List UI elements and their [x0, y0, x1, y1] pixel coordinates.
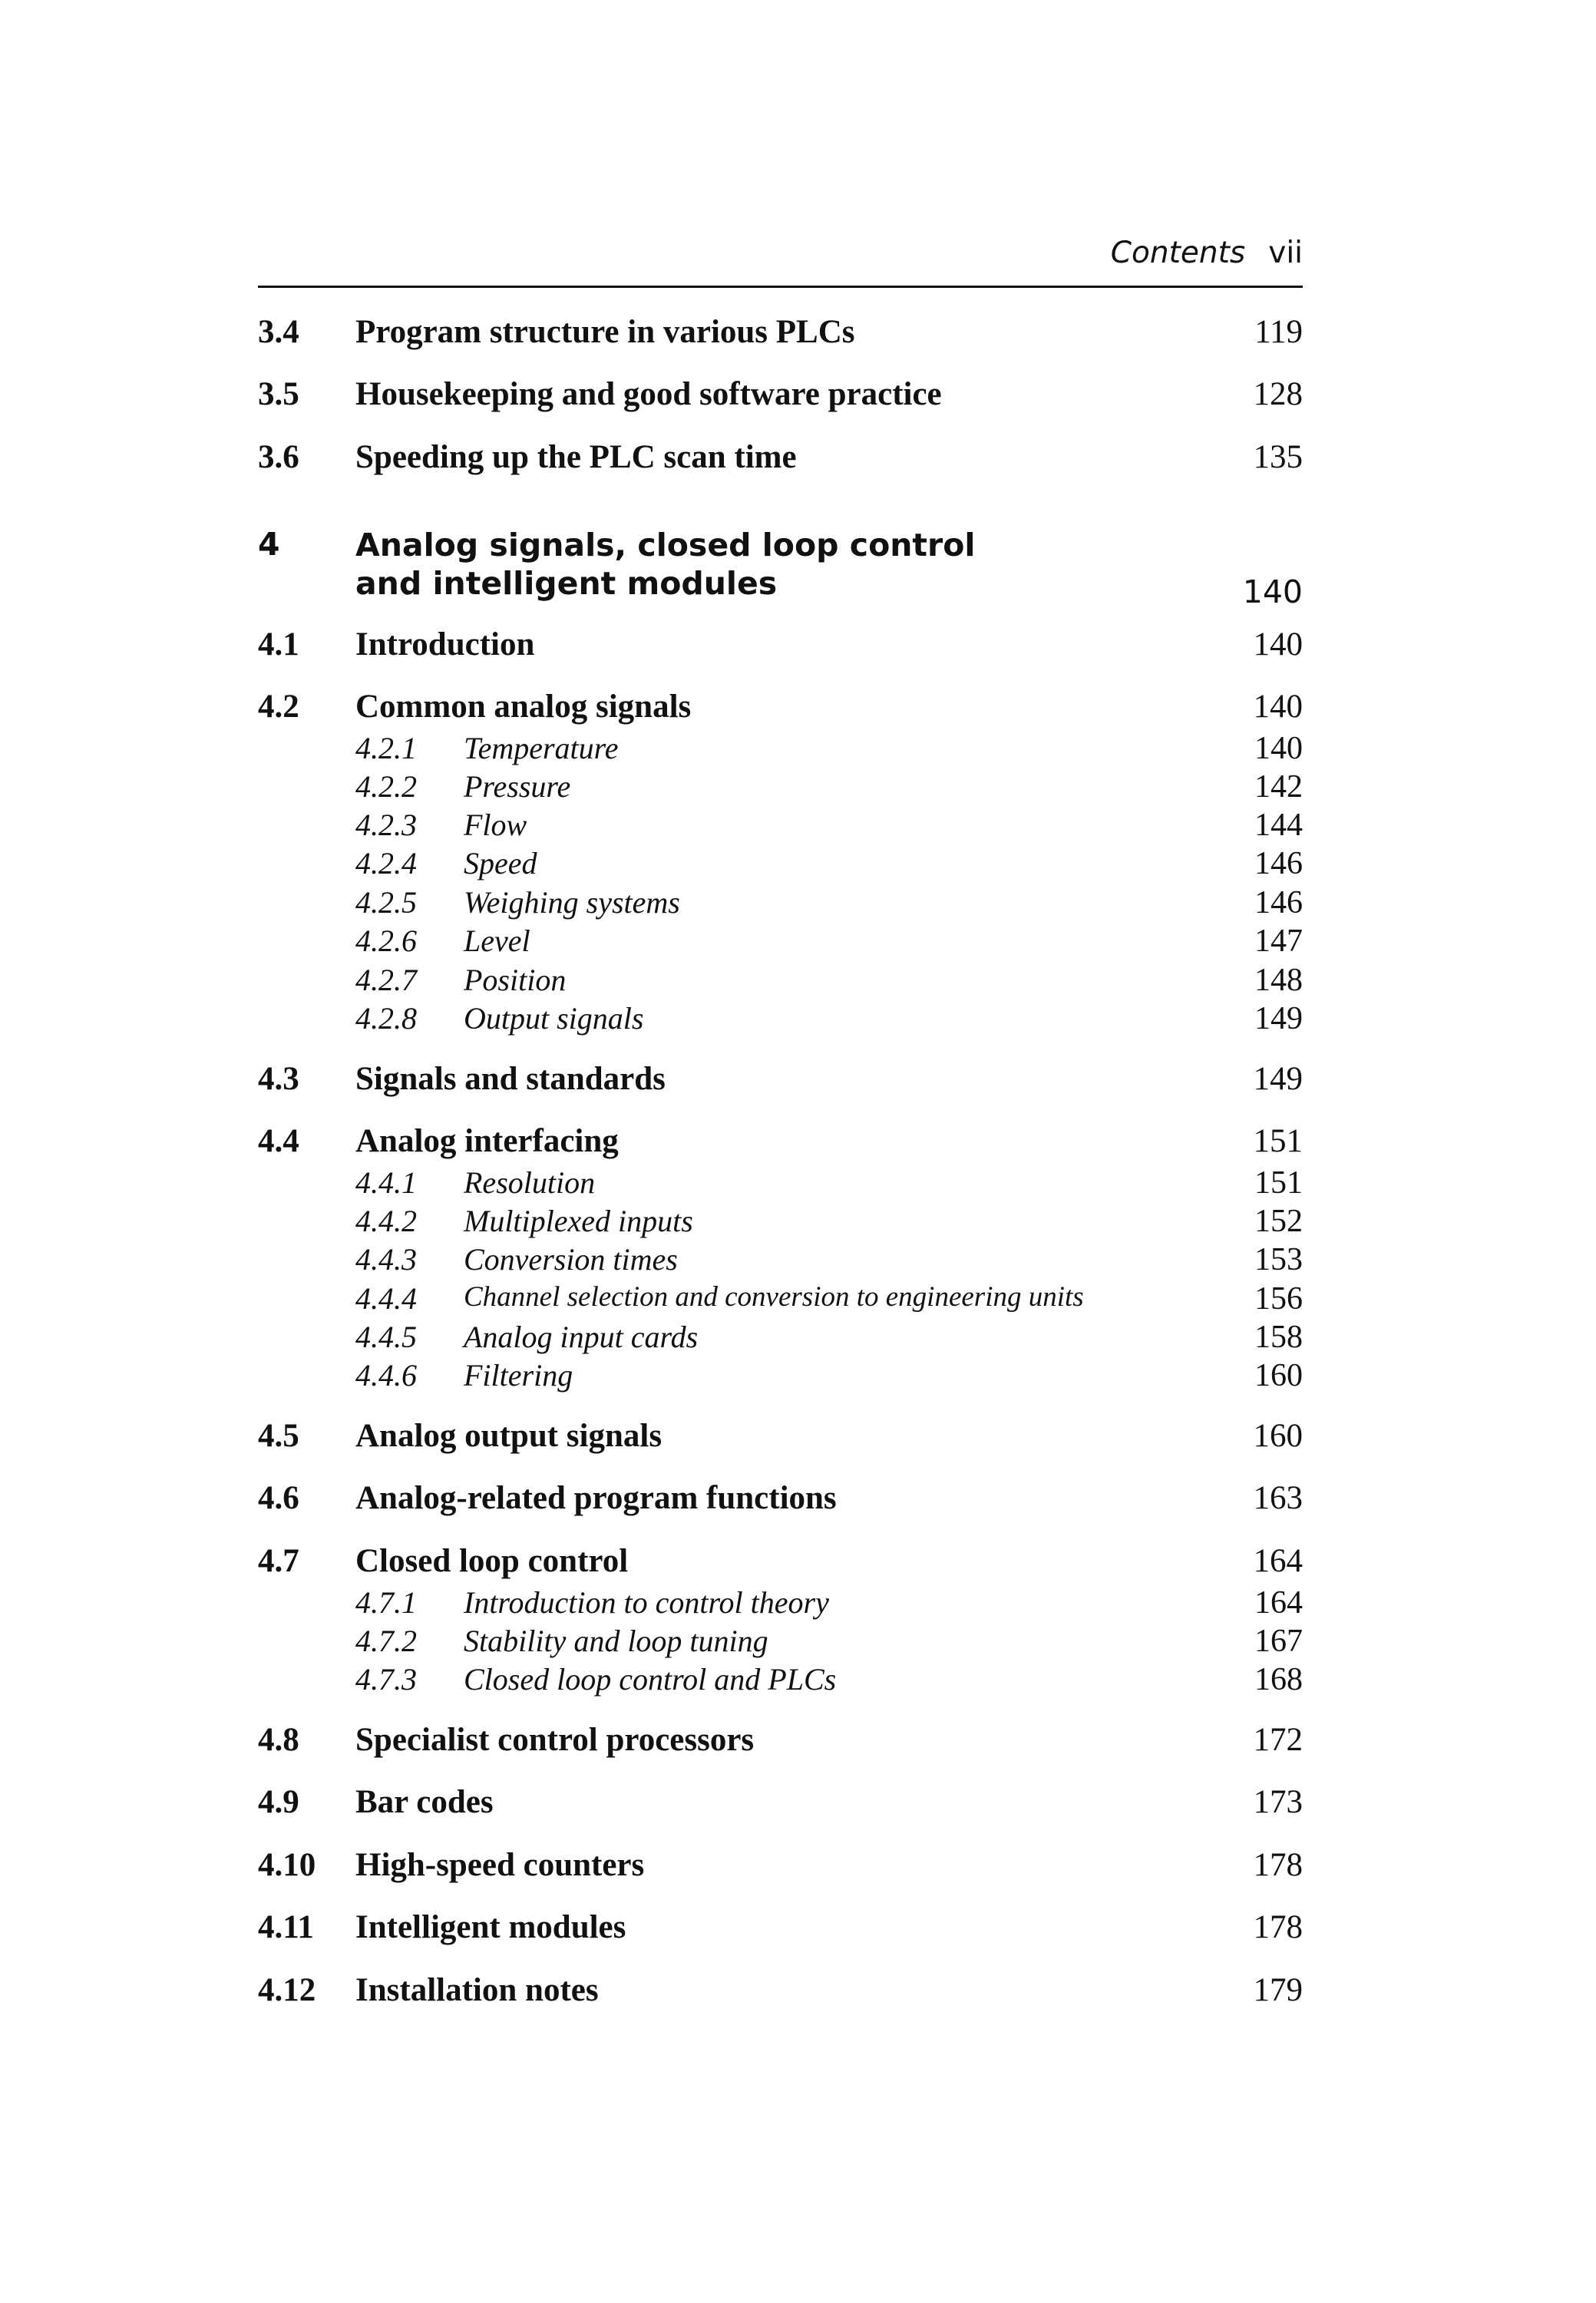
toc-section-title: Housekeeping and good software practice [355, 376, 942, 412]
toc-subsection-4-2-5[interactable] [258, 884, 1303, 923]
toc-chapter-title-line-2: and intelligent modules [355, 565, 778, 602]
toc-page-number: 149 [1254, 1001, 1303, 1036]
toc-subsection-title: Multiplexed inputs [464, 1204, 693, 1238]
toc-chapter-4[interactable] [258, 526, 1303, 610]
toc-section-3-5[interactable] [258, 375, 1303, 421]
toc-page-number: 152 [1254, 1204, 1303, 1239]
toc-section-number: 4.1 [258, 626, 299, 662]
toc-subsection-4-4-3[interactable] [258, 1241, 1303, 1280]
toc-page-number: 142 [1254, 769, 1303, 805]
toc-section-4-8[interactable] [258, 1721, 1303, 1767]
toc-section-title: Specialist control processors [355, 1722, 755, 1758]
toc-subsection-4-2-7[interactable] [258, 962, 1303, 1000]
toc-page-number: 146 [1254, 846, 1303, 881]
toc-chapter-title [355, 526, 975, 603]
toc-section-title: Speeding up the PLC scan time [355, 439, 797, 475]
toc-chapter-title-line-1: Analog signals, closed loop control [355, 527, 976, 563]
toc-section-title: Signals and standards [355, 1061, 666, 1097]
toc-section-number: 3.4 [258, 314, 299, 350]
toc-section-4-6[interactable] [258, 1479, 1303, 1525]
header-page-number: vii [1268, 236, 1303, 270]
toc-subsection-number: 4.2.1 [355, 731, 417, 765]
toc-subsection-4-2-6[interactable] [258, 923, 1303, 961]
toc-subsection-4-7-2[interactable] [258, 1623, 1303, 1661]
toc-section-title: High-speed counters [355, 1847, 645, 1883]
toc-page-number: 140 [1254, 731, 1303, 766]
toc-subsection-number: 4.2.2 [355, 769, 417, 804]
toc-subsection-title: Weighing systems [464, 885, 680, 920]
toc-page-number: 164 [1253, 1543, 1303, 1579]
toc-page-number: 168 [1254, 1662, 1303, 1697]
toc-section-number: 4.12 [258, 1972, 316, 2008]
toc-section-number: 4.11 [258, 1909, 314, 1945]
toc-subsection-number: 4.7.2 [355, 1624, 417, 1658]
toc-section-4-10[interactable] [258, 1846, 1303, 1892]
toc-subsection-number: 4.4.1 [355, 1165, 417, 1200]
toc-subsection-number: 4.4.2 [355, 1204, 417, 1238]
toc-page-number: 163 [1253, 1480, 1303, 1516]
toc-subsection-title: Flow [464, 808, 527, 842]
running-header [258, 230, 1303, 272]
toc-section-title: Installation notes [355, 1972, 599, 2008]
toc-section-number: 4.6 [258, 1480, 299, 1516]
toc-page-number: 156 [1254, 1281, 1303, 1317]
toc-section-number: 4.4 [258, 1123, 299, 1159]
toc-subsection-title: Resolution [464, 1165, 596, 1200]
toc-page-number: 119 [1254, 314, 1303, 350]
toc-page-number: 151 [1253, 1123, 1303, 1159]
toc-page-number: 172 [1253, 1722, 1303, 1758]
toc-section-3-4[interactable] [258, 313, 1303, 359]
toc-subsection-number: 4.4.3 [355, 1242, 417, 1277]
toc-subsection-4-4-2[interactable] [258, 1203, 1303, 1241]
toc-page-number: 151 [1254, 1165, 1303, 1201]
toc-subsection-4-2-8[interactable] [258, 1000, 1303, 1039]
toc-page-number: 160 [1253, 1418, 1303, 1454]
toc-subsection-title: Analog input cards [464, 1320, 699, 1354]
toc-section-4-11[interactable] [258, 1908, 1303, 1954]
toc-subsection-number: 4.4.5 [355, 1320, 417, 1354]
toc-page-number: 140 [1253, 689, 1303, 725]
toc-subsection-title: Level [464, 924, 530, 958]
toc-section-title: Common analog signals [355, 689, 692, 725]
toc-subsection-4-7-3[interactable] [258, 1661, 1303, 1700]
toc-subsection-title: Pressure [464, 769, 571, 804]
toc-section-number: 4.3 [258, 1061, 299, 1097]
toc-page-number: 140 [1253, 626, 1303, 662]
toc-subsection-number: 4.4.6 [355, 1358, 417, 1393]
toc-subsection-number: 4.2.4 [355, 846, 417, 881]
toc-page-number: 144 [1254, 808, 1303, 843]
toc-subsection-4-2-1[interactable] [258, 730, 1303, 768]
toc-subsection-4-4-4[interactable] [258, 1280, 1303, 1319]
toc-section-number: 3.5 [258, 376, 299, 412]
toc-page-number: 160 [1254, 1358, 1303, 1393]
toc-subsection-number: 4.4.4 [355, 1281, 417, 1316]
header-rule [258, 286, 1303, 288]
toc-section-number: 4.8 [258, 1722, 299, 1758]
toc-subsection-number: 4.2.5 [355, 885, 417, 920]
toc-subsection-title: Introduction to control theory [464, 1585, 829, 1620]
toc-section-4-2[interactable] [258, 688, 1303, 734]
toc-page-number: 146 [1254, 885, 1303, 920]
toc-section-4-3[interactable] [258, 1060, 1303, 1106]
toc-section-title: Closed loop control [355, 1543, 629, 1579]
toc-subsection-title: Filtering [464, 1358, 573, 1393]
toc-section-4-12[interactable] [258, 1971, 1303, 2017]
toc-subsection-title: Conversion times [464, 1242, 678, 1277]
toc-page-number: 153 [1254, 1242, 1303, 1277]
toc-section-3-6[interactable] [258, 438, 1303, 484]
toc-chapter-number: 4 [258, 526, 280, 563]
toc-section-title: Program structure in various PLCs [355, 314, 855, 350]
toc-section-4-1[interactable] [258, 626, 1303, 672]
toc-subsection-4-4-6[interactable] [258, 1357, 1303, 1396]
toc-section-title: Introduction [355, 626, 535, 662]
toc-subsection-4-2-4[interactable] [258, 845, 1303, 884]
toc-section-title: Bar codes [355, 1784, 494, 1820]
header-text [1111, 236, 1303, 270]
toc-subsection-number: 4.2.8 [355, 1001, 417, 1036]
toc-subsection-title: Closed loop control and PLCs [464, 1662, 837, 1697]
toc-page-number: 167 [1254, 1624, 1303, 1659]
toc-page-number: 178 [1253, 1909, 1303, 1945]
toc-subsection-title: Temperature [464, 731, 619, 765]
toc-section-title: Intelligent modules [355, 1909, 626, 1945]
toc-subsection-title: Speed [464, 846, 537, 881]
toc-page-number: 140 [1242, 573, 1303, 610]
toc-section-number: 3.6 [258, 439, 299, 475]
toc-subsection-4-7-1[interactable] [258, 1584, 1303, 1623]
toc-section-title: Analog-related program functions [355, 1480, 837, 1516]
toc-section-4-9[interactable] [258, 1783, 1303, 1829]
toc-subsection-title: Stability and loop tuning [464, 1624, 768, 1658]
toc-subsection-number: 4.7.3 [355, 1662, 417, 1697]
toc-section-4-7[interactable] [258, 1542, 1303, 1588]
toc-page-number: 148 [1254, 963, 1303, 998]
toc-subsection-number: 4.2.7 [355, 963, 417, 997]
toc-section-4-4[interactable] [258, 1122, 1303, 1168]
toc-section-number: 4.5 [258, 1418, 299, 1454]
toc-section-number: 4.2 [258, 689, 299, 725]
toc-subsection-title: Channel selection and conversion to engineering units [464, 1281, 1084, 1313]
toc-section-title: Analog interfacing [355, 1123, 619, 1159]
toc-subsection-title: Position [464, 963, 567, 997]
toc-page-number: 179 [1253, 1972, 1303, 2008]
toc-page-number: 135 [1253, 439, 1303, 475]
toc-page-number: 149 [1253, 1061, 1303, 1097]
toc-subsection-4-4-1[interactable] [258, 1165, 1303, 1203]
toc-page-number: 178 [1253, 1847, 1303, 1883]
toc-subsection-number: 4.2.6 [355, 924, 417, 958]
toc-section-title: Analog output signals [355, 1418, 663, 1454]
header-label: Contents [1110, 236, 1246, 270]
toc-section-4-5[interactable] [258, 1417, 1303, 1463]
toc-subsection-number: 4.2.3 [355, 808, 417, 842]
toc-page-number: 128 [1253, 376, 1303, 412]
toc-section-number: 4.9 [258, 1784, 299, 1820]
toc-page-number: 164 [1254, 1585, 1303, 1621]
toc-subsection-number: 4.7.1 [355, 1585, 417, 1620]
toc-subsection-title: Output signals [464, 1001, 644, 1036]
toc-subsection-4-2-2[interactable] [258, 768, 1303, 807]
toc-page-number: 147 [1254, 924, 1303, 959]
toc-page-number: 158 [1254, 1320, 1303, 1355]
toc-section-number: 4.7 [258, 1543, 299, 1579]
toc-section-number: 4.10 [258, 1847, 316, 1883]
toc-subsection-4-4-5[interactable] [258, 1319, 1303, 1357]
toc-subsection-4-2-3[interactable] [258, 807, 1303, 845]
toc-page-number: 173 [1253, 1784, 1303, 1820]
